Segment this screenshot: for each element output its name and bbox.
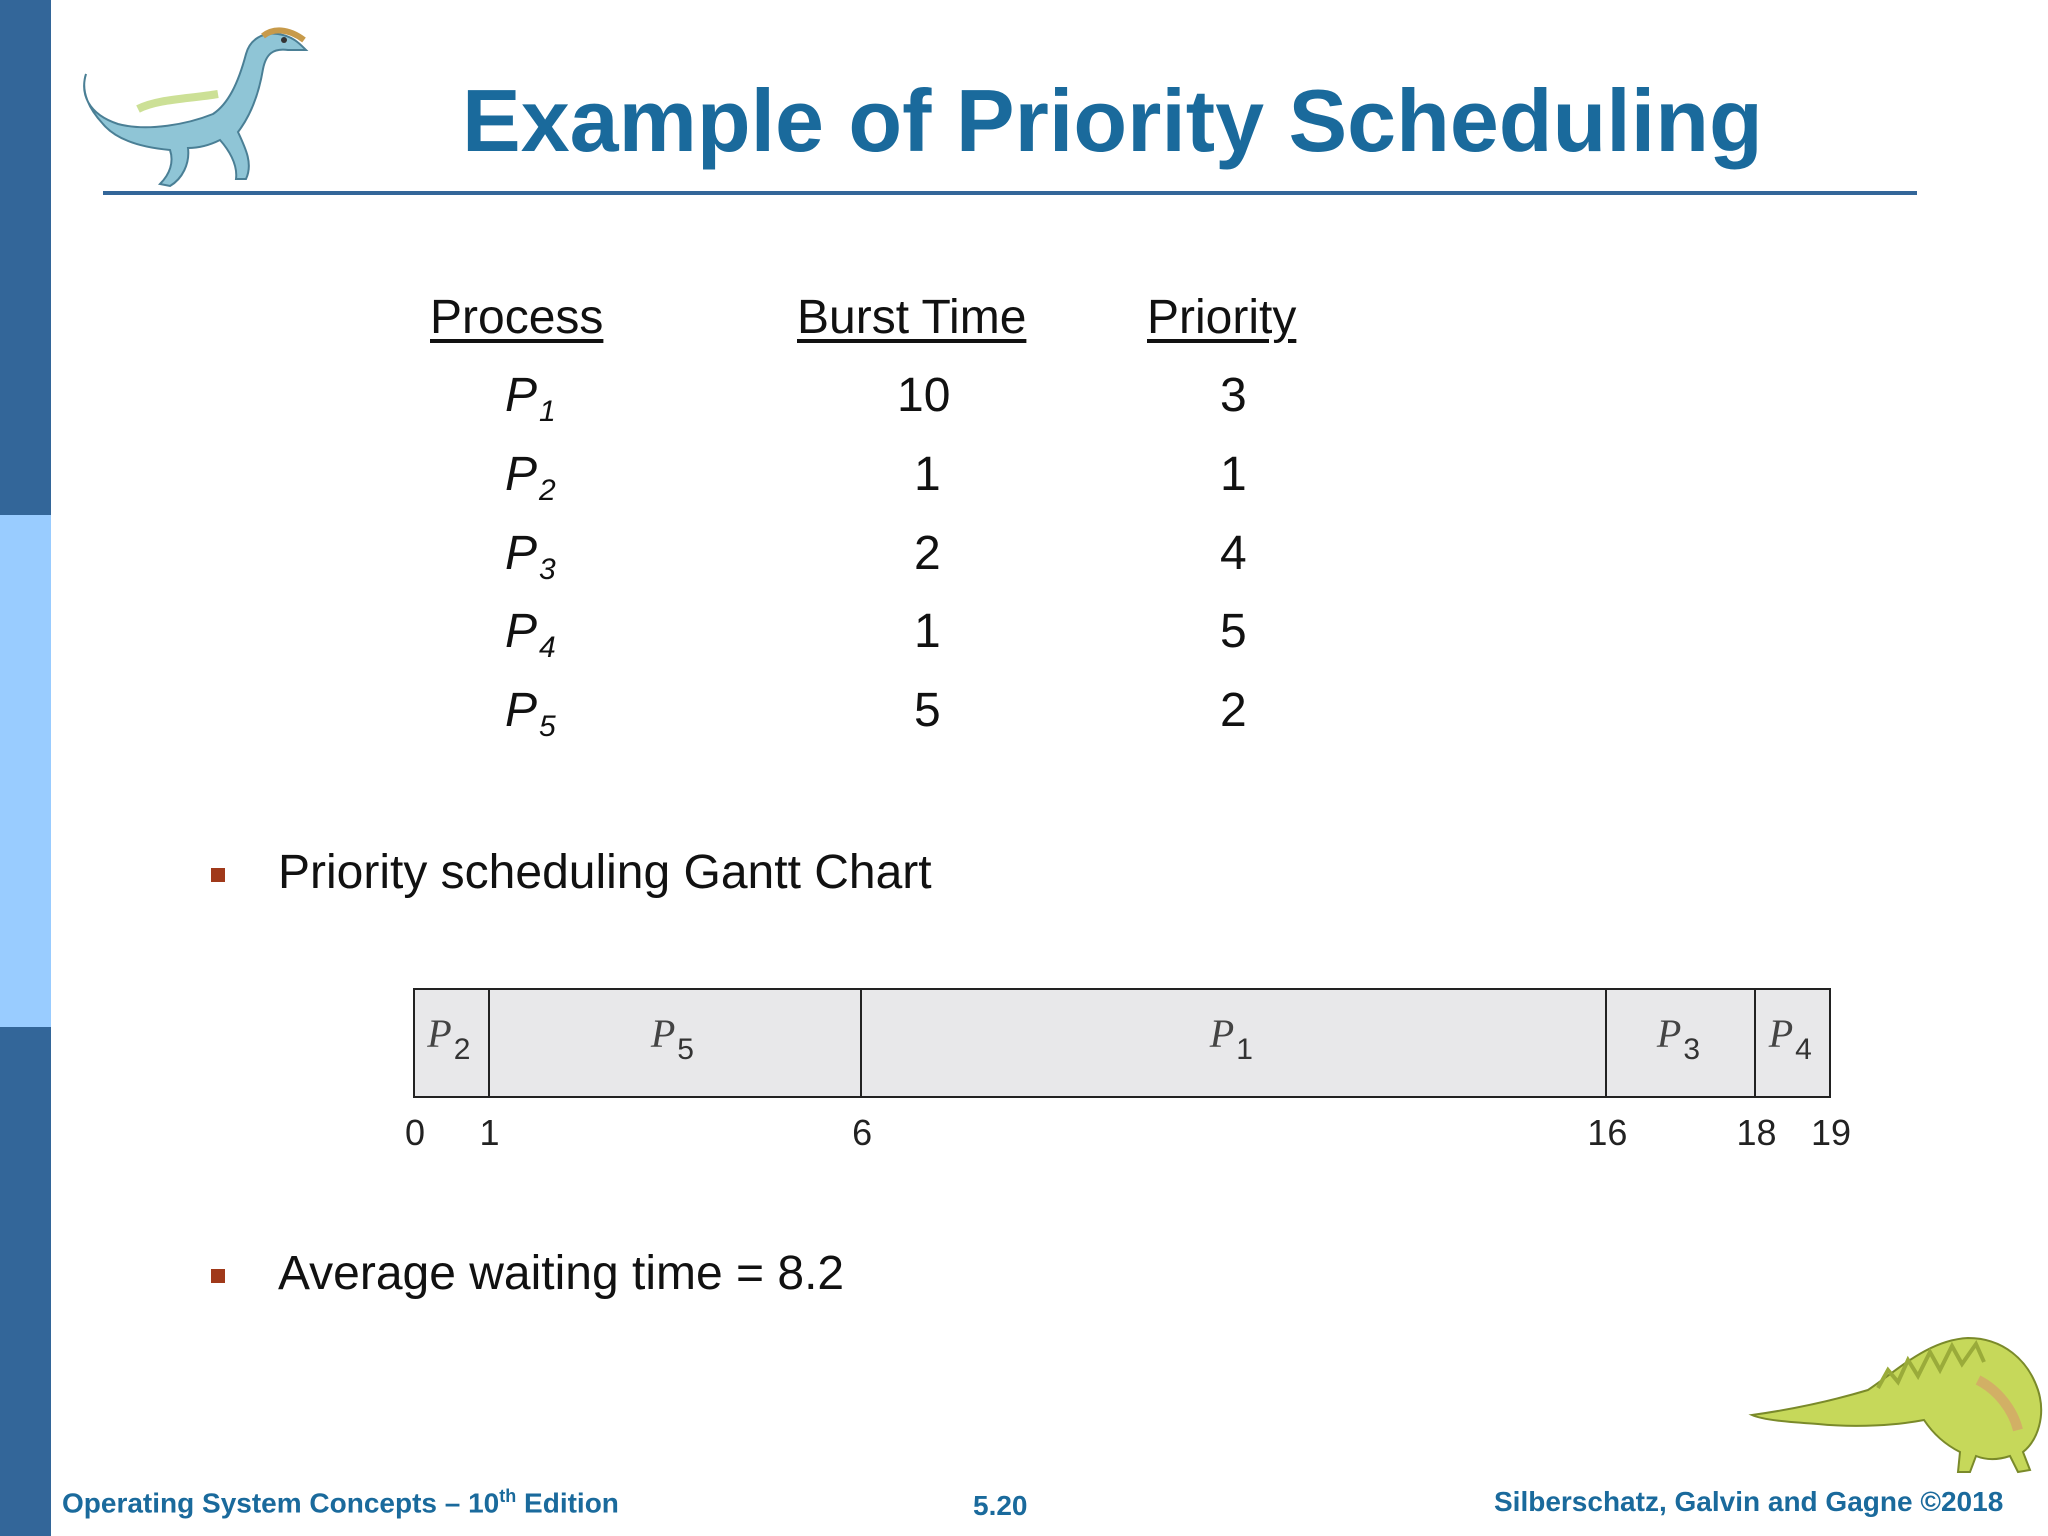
process-letter: P: [505, 369, 538, 422]
gantt-tick-label: 0: [404, 1112, 426, 1153]
table-row-priority: 4: [1220, 527, 1247, 580]
table-row-priority: 5: [1220, 605, 1247, 658]
gantt-segment: [1605, 988, 1756, 1098]
gantt-label-subscript: 4: [1795, 1033, 1812, 1066]
gantt-segment-label: [650, 1010, 694, 1066]
header-process: Process: [430, 291, 604, 344]
footer-book-title: [62, 1486, 619, 1519]
process-letter: P: [505, 684, 538, 737]
gantt-segment: [413, 988, 490, 1098]
bullet-gantt-chart: Priority scheduling Gantt Chart: [278, 846, 932, 899]
process-letter: P: [505, 527, 538, 580]
gantt-tick-label: 18: [1736, 1112, 1777, 1153]
gantt-tick-label: 1: [479, 1112, 500, 1153]
footer-title-text: Operating System Concepts – 10: [62, 1487, 500, 1519]
table-row-process: [505, 526, 556, 586]
footer-title-tail: Edition: [516, 1487, 619, 1519]
table-row-priority: 2: [1220, 684, 1247, 737]
slide-title: Example of Priority Scheduling: [462, 71, 1763, 170]
gantt-segment: [1754, 988, 1831, 1098]
gantt-tick-label: 6: [852, 1112, 873, 1153]
footer-authors: Silberschatz, Galvin and Gagne ©2018: [1494, 1486, 2004, 1517]
sidebar-bottom-band: [0, 1027, 51, 1536]
gantt-chart: [413, 988, 1835, 1102]
gantt-tick-label: 19: [1810, 1112, 1852, 1153]
gantt-tick-label: 16: [1587, 1112, 1628, 1153]
table-row-burst: 10: [897, 369, 951, 422]
footer-title-sup: th: [499, 1486, 517, 1506]
sidebar-mid-band: [0, 515, 51, 1027]
sidebar: [0, 0, 51, 1536]
process-subscript: 4: [539, 631, 556, 664]
gantt-segment: [488, 988, 863, 1098]
bullet-marker: [211, 868, 225, 882]
table-row-process: [505, 447, 556, 507]
table-row-burst: 5: [914, 684, 941, 737]
gantt-segment-label: [427, 1010, 471, 1066]
table-row-priority: 1: [1220, 448, 1247, 501]
process-subscript: 2: [539, 474, 556, 507]
bullet-marker: [211, 1269, 225, 1283]
gantt-segment: [860, 988, 1607, 1098]
bullet-average-waiting-time: Average waiting time = 8.2: [278, 1247, 845, 1300]
gantt-label-letter: P: [1768, 1011, 1794, 1056]
gantt-segment-label: [1656, 1010, 1701, 1066]
table-row-process: [505, 683, 556, 743]
footer-page-number: 5.20: [973, 1490, 1028, 1521]
header-priority: Priority: [1147, 291, 1297, 344]
process-subscript: 1: [539, 395, 556, 428]
process-subscript: 3: [539, 553, 556, 586]
gantt-label-letter: P: [1209, 1011, 1235, 1056]
header-burst-time: Burst Time: [797, 291, 1027, 344]
table-row-burst: 1: [914, 605, 941, 658]
gantt-segment-label: [1209, 1010, 1253, 1066]
process-letter: P: [505, 605, 538, 658]
gantt-label-subscript: 2: [453, 1033, 471, 1066]
gantt-segment-label: [1768, 1010, 1812, 1066]
process-letter: P: [505, 448, 538, 501]
table-row-process: [505, 604, 556, 664]
sidebar-top-band: [0, 0, 51, 515]
table-row-priority: 3: [1220, 369, 1247, 422]
gantt-label-subscript: 5: [677, 1033, 694, 1066]
table-row-burst: 1: [914, 448, 941, 501]
process-subscript: 5: [539, 710, 556, 743]
gantt-label-letter: P: [427, 1011, 452, 1056]
gantt-label-letter: P: [1656, 1011, 1682, 1056]
gantt-label-subscript: 1: [1236, 1033, 1253, 1066]
title-divider: [103, 191, 1917, 195]
dinosaur-icon: [1748, 1320, 2048, 1480]
table-row-burst: 2: [914, 527, 941, 580]
gantt-label-subscript: 3: [1683, 1033, 1701, 1066]
dinosaur-icon: [78, 14, 318, 194]
gantt-label-letter: P: [650, 1011, 676, 1056]
table-row-process: [505, 368, 556, 428]
